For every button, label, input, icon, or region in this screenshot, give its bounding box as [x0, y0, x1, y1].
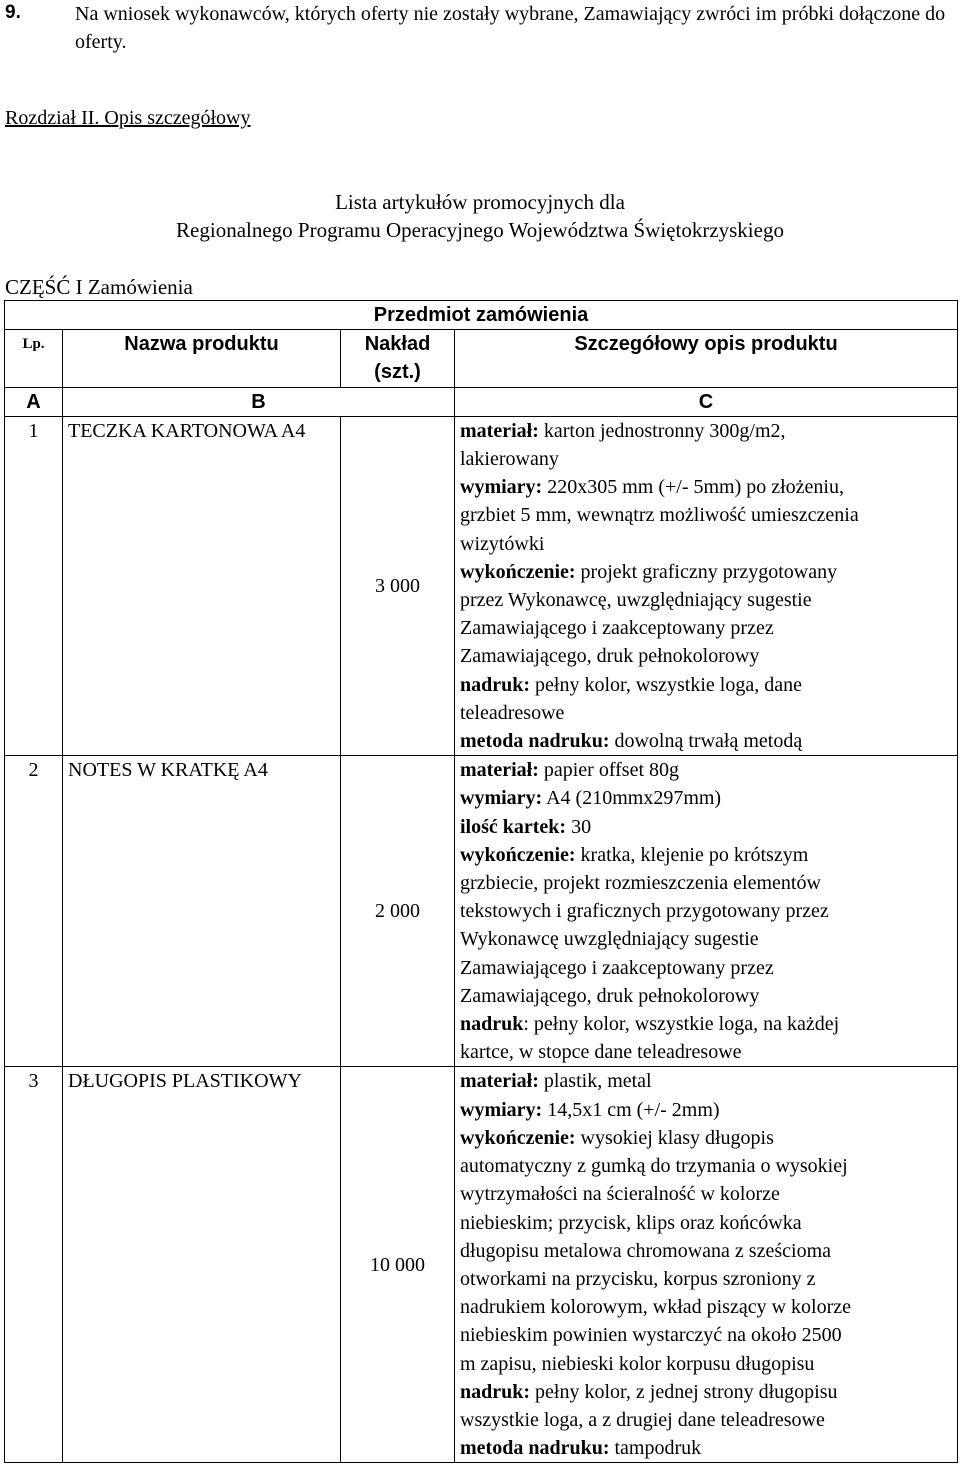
row-name: DŁUGOPIS PLASTIKOWY	[63, 1067, 341, 1463]
description-label: materiał:	[460, 759, 539, 782]
table-merged-header-row	[5, 301, 958, 330]
description-text: papier offset 80g	[538, 759, 680, 782]
description-text: Wykonawcę uwzględniający sugestie	[460, 928, 759, 951]
intro-item-number: 9.	[5, 2, 21, 23]
description-text: tampodruk	[609, 1437, 702, 1460]
description-label: metoda nadruku:	[460, 1437, 610, 1460]
description-text: automatyczny z gumką do trzymania o wysokiej	[460, 1155, 848, 1178]
description-text: otworkami na przycisku, korpus szroniony z	[460, 1267, 816, 1290]
description-line	[460, 445, 957, 473]
description-text: 220x305 mm (+/- 5mm) po złożeniu,	[542, 476, 844, 499]
description-line	[460, 897, 957, 925]
description-text: teleadresowe	[460, 701, 565, 724]
description-line	[460, 1124, 957, 1152]
description-text: przez Wykonawcę, uwzględniający sugestie	[460, 589, 812, 612]
merged-header: Przedmiot zamówienia	[5, 301, 958, 330]
description-text: projekt graficzny przygotowany	[575, 560, 838, 583]
description-line	[460, 1038, 957, 1066]
description-line	[460, 869, 957, 897]
description-text: dowolną trwałą metodą	[609, 730, 803, 753]
table-header-row	[5, 330, 958, 387]
row-description	[455, 1067, 958, 1463]
row-description	[455, 756, 958, 1067]
description-text: Zamawiającego i zaakceptowany przez	[460, 956, 774, 979]
description-line	[460, 473, 957, 501]
header-description: Szczegółowy opis produktu	[455, 330, 958, 387]
description-line	[460, 1067, 957, 1095]
header-lp: Lp.	[5, 330, 63, 387]
row-lp: 3	[5, 1067, 63, 1463]
row-description	[455, 416, 958, 755]
description-line	[460, 784, 957, 812]
row-lp: 1	[5, 416, 63, 755]
description-text: lakierowany	[460, 448, 559, 471]
description-line	[460, 925, 957, 953]
description-line	[460, 501, 957, 529]
description-line	[460, 1434, 957, 1462]
row-quantity: 2 000	[341, 756, 455, 1067]
description-text: kratka, klejenie po krótszym	[575, 843, 809, 866]
table-letter-row	[5, 387, 958, 416]
description-text: pełny kolor, z jednej strony długopisu	[530, 1380, 838, 1403]
description-line	[460, 954, 957, 982]
description-text: wizytówki	[460, 532, 545, 555]
description-label: materiał:	[460, 1070, 539, 1093]
description-text: niebieskim; przycisk, klips oraz końcówka	[460, 1211, 802, 1234]
row-name: NOTES W KRATKĘ A4	[63, 756, 341, 1067]
description-text: Zamawiającego, druk pełnokolorowy	[460, 984, 760, 1007]
row-lp: 2	[5, 756, 63, 1067]
description-line	[460, 727, 957, 755]
list-title	[0, 188, 960, 244]
intro-item-text: Na wniosek wykonawców, których oferty nie zostały wybrane, Zamawiający zwróci im próbki dołączone do oferty.	[75, 3, 946, 53]
description-text: 14,5x1 cm (+/- 2mm)	[542, 1098, 720, 1121]
description-text: kartce, w stopce dane teleadresowe	[460, 1041, 742, 1064]
description-label: ilość kartek:	[460, 815, 567, 838]
row-name: TECZKA KARTONOWA A4	[63, 416, 341, 755]
description-text: 30	[566, 815, 592, 838]
description-line	[460, 1237, 957, 1265]
description-text: plastik, metal	[538, 1070, 652, 1093]
description-text: Zamawiającego i zaakceptowany przez	[460, 617, 774, 640]
description-label: wymiary:	[460, 476, 543, 499]
description-text: m zapisu, niebieski kolor korpusu długopisu	[460, 1352, 815, 1375]
header-name: Nazwa produktu	[63, 330, 341, 387]
description-line	[460, 1378, 957, 1406]
table-row	[5, 756, 958, 1067]
description-text: grzbiet 5 mm, wewnątrz możliwość umieszczenia	[460, 504, 859, 527]
description-line	[460, 841, 957, 869]
description-line	[460, 1321, 957, 1349]
description-label: nadruk:	[460, 673, 531, 696]
description-label: nadruk:	[460, 1380, 531, 1403]
row-quantity: 10 000	[341, 1067, 455, 1463]
description-text: tekstowych i graficznych przygotowany przez	[460, 900, 829, 923]
description-line	[460, 642, 957, 670]
description-line	[460, 558, 957, 586]
description-line	[460, 1096, 957, 1124]
letter-b: B	[63, 387, 455, 416]
description-line	[460, 1152, 957, 1180]
letter-c: C	[455, 387, 958, 416]
description-label: wykończenie:	[460, 1126, 576, 1149]
description-line	[460, 756, 957, 784]
description-text: niebieskim powinien wystarczyć na około 2500	[460, 1324, 842, 1347]
description-text: wysokiej klasy długopis	[575, 1126, 774, 1149]
description-line	[460, 813, 957, 841]
description-line	[460, 614, 957, 642]
description-text: karton jednostronny 300g/m2,	[538, 419, 786, 442]
description-line	[460, 1209, 957, 1237]
description-line	[460, 586, 957, 614]
description-label: metoda nadruku:	[460, 730, 610, 753]
description-label: wykończenie:	[460, 843, 576, 866]
description-text: pełny kolor, wszystkie loga, dane	[530, 673, 802, 696]
letter-a: A	[5, 387, 63, 416]
description-line	[460, 1406, 957, 1434]
description-text: A4 (210mmx297mm)	[542, 787, 722, 810]
description-line	[460, 982, 957, 1010]
list-title-line: Regionalnego Programu Operacyjnego Województwa Świętokrzyskiego	[176, 218, 784, 242]
row-quantity: 3 000	[341, 416, 455, 755]
description-line	[460, 1180, 957, 1208]
table-row	[5, 1067, 958, 1463]
description-text: grzbiecie, projekt rozmieszczenia elementów	[460, 872, 821, 895]
description-text: wytrzymałości na ścieralność w kolorze	[460, 1183, 780, 1206]
description-line	[460, 699, 957, 727]
description-label: wykończenie:	[460, 560, 576, 583]
description-line	[460, 1350, 957, 1378]
description-text: Zamawiającego, druk pełnokolorowy	[460, 645, 760, 668]
chapter-title: Rozdział II. Opis szczegółowy	[5, 107, 251, 129]
description-text: : pełny kolor, wszystkie loga, na każdej	[523, 1013, 840, 1036]
header-quantity: Nakład (szt.)	[341, 330, 455, 387]
order-table	[4, 300, 958, 1463]
description-line	[460, 671, 957, 699]
description-line	[460, 417, 957, 445]
description-label: materiał:	[460, 419, 539, 442]
table-row	[5, 416, 958, 755]
description-line	[460, 1010, 957, 1038]
description-text: wszystkie loga, a z drugiej dane teleadresowe	[460, 1408, 825, 1431]
description-text: długopisu metalowa chromowana z sześcioma	[460, 1239, 831, 1262]
description-label: wymiary:	[460, 1098, 543, 1121]
list-title-line: Lista artykułów promocyjnych dla	[335, 190, 625, 214]
description-label: wymiary:	[460, 787, 543, 810]
part-title: CZĘŚĆ I Zamówienia	[5, 275, 193, 299]
description-line	[460, 1293, 957, 1321]
description-text: nadrukiem kolorowym, wkład piszący w kolorze	[460, 1296, 852, 1319]
description-line	[460, 530, 957, 558]
description-label: nadruk	[460, 1013, 524, 1036]
description-line	[460, 1265, 957, 1293]
